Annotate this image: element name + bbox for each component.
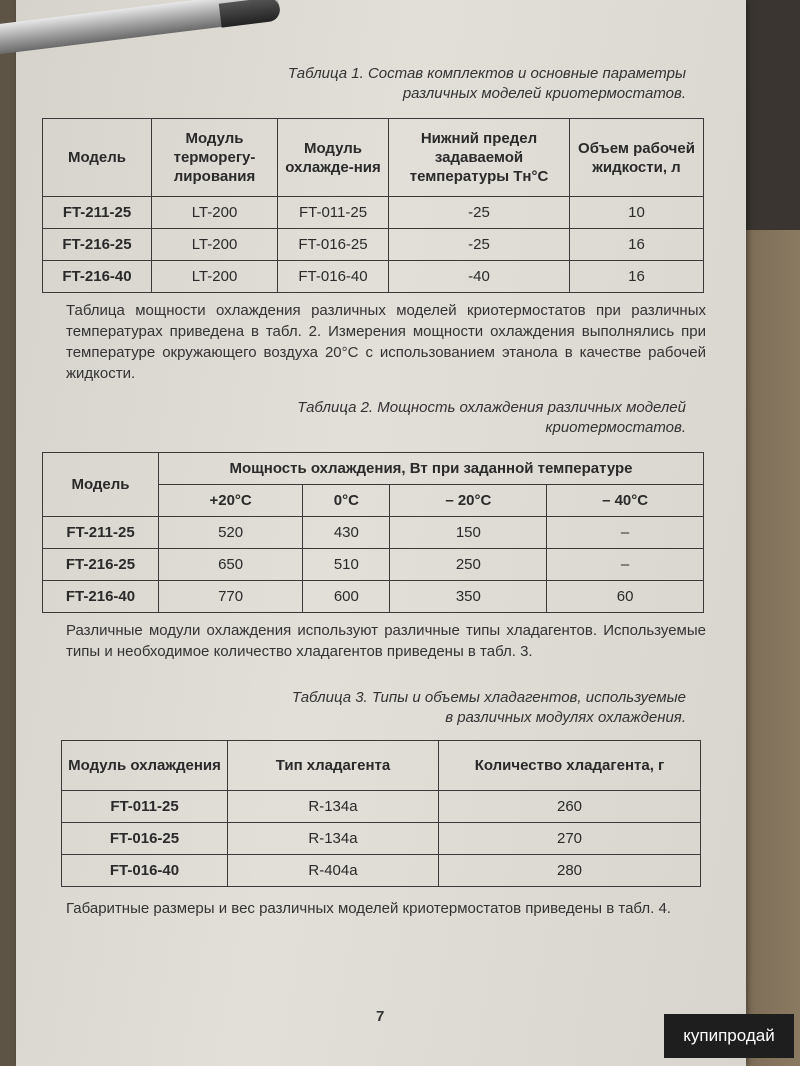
table1-cell: -25 — [389, 229, 570, 261]
table2-cell: 650 — [159, 549, 303, 581]
table1-cell: FT-216-25 — [43, 229, 152, 261]
table2-cell: 250 — [390, 549, 547, 581]
table3-caption-line1: Таблица 3. Типы и объемы хладагентов, используемые — [291, 689, 686, 706]
table1-cell: -40 — [389, 261, 570, 293]
table3-caption — [292, 688, 686, 728]
table2 — [42, 452, 704, 613]
table1-cell: FT-211-25 — [43, 197, 152, 229]
table1-cell: 16 — [570, 261, 704, 293]
table2-cell: 510 — [303, 549, 390, 581]
table1-cell: FT-011-25 — [278, 197, 389, 229]
table3-header: Тип хладагента — [228, 741, 439, 791]
table1-header: Модель — [43, 119, 152, 197]
table1-cell: FT-216-40 — [43, 261, 152, 293]
paragraph-3: Габаритные размеры и вес различных моделей криотермостатов приведены в табл. 4. — [66, 900, 671, 917]
table3 — [61, 740, 701, 887]
table-row — [43, 517, 704, 549]
table2-cell: FT-216-40 — [43, 581, 159, 613]
table2-cell: 60 — [547, 581, 704, 613]
table-row — [43, 581, 704, 613]
table1-caption — [288, 64, 686, 104]
document-page — [16, 0, 746, 1066]
table3-cell: R-134a — [228, 791, 439, 823]
table2-cell: FT-216-25 — [43, 549, 159, 581]
table1-header: Модуль охлажде-ния — [278, 119, 389, 197]
table2-caption-line1: Таблица 2. Мощность охлаждения различных моделей — [297, 399, 686, 416]
table2-cell: – — [547, 549, 704, 581]
table1-cell: 10 — [570, 197, 704, 229]
table3-cell: 280 — [439, 855, 701, 887]
table1-cell: LT-200 — [152, 197, 278, 229]
table2-temp-header: – 20°С — [390, 485, 547, 517]
table3-cell: 260 — [439, 791, 701, 823]
table2-cell: 770 — [159, 581, 303, 613]
table-row — [43, 197, 704, 229]
paragraph-2: Различные модули охлаждения используют различные типы хладагентов. Используемые типы и необходимое количество хладагентов приведены в табл. 3. — [66, 622, 706, 660]
table1-cell: LT-200 — [152, 261, 278, 293]
table2-temp-header: – 40°С — [547, 485, 704, 517]
table-row — [62, 823, 701, 855]
table-row — [43, 549, 704, 581]
table3-header: Количество хладагента, г — [439, 741, 701, 791]
table1-header: Модуль терморегу-лирования — [152, 119, 278, 197]
table1-caption-line2: различных моделей криотермостатов. — [402, 85, 686, 102]
page-number: 7 — [376, 1008, 385, 1025]
table-row — [43, 261, 704, 293]
table1-cell: LT-200 — [152, 229, 278, 261]
table2-cell: 600 — [303, 581, 390, 613]
table2-cell: 150 — [390, 517, 547, 549]
table1-caption-line1: Таблица 1. Состав комплектов и основные параметры — [287, 65, 686, 82]
table1-cell: 16 — [570, 229, 704, 261]
table3-cell: FT-016-25 — [62, 823, 228, 855]
table2-cell: 430 — [303, 517, 390, 549]
table-row — [62, 855, 701, 887]
table2-temp-header: 0°С — [303, 485, 390, 517]
table1 — [42, 118, 704, 293]
table2-temp-header: +20°С — [159, 485, 303, 517]
table2-cell: FT-211-25 — [43, 517, 159, 549]
table1-cell: -25 — [389, 197, 570, 229]
table2-cell: 520 — [159, 517, 303, 549]
table2-cell: 350 — [390, 581, 547, 613]
table3-cell: FT-011-25 — [62, 791, 228, 823]
watermark-logo: купипродай — [664, 1014, 794, 1058]
paragraph-1: Таблица мощности охлаждения различных моделей криотермостатов при различных температурах приведена в табл. 2. Измерения мощности охлаждения выполнялись при температуре окружающего воздуха 20°С с использованием этанола в качестве рабочей жидкости. — [66, 302, 706, 382]
table2-caption-line2: криотермостатов. — [545, 419, 686, 436]
table-row — [62, 791, 701, 823]
table3-cell: R-404a — [228, 855, 439, 887]
table-row — [43, 229, 704, 261]
table3-cell: FT-016-40 — [62, 855, 228, 887]
table1-cell: FT-016-40 — [278, 261, 389, 293]
table2-caption — [297, 398, 686, 438]
table1-header: Нижний предел задаваемой температуры Тн°С — [389, 119, 570, 197]
table1-header: Объем рабочей жидкости, л — [570, 119, 704, 197]
table3-header: Модуль охлаждения — [62, 741, 228, 791]
table3-caption-line2: в различных модулях охлаждения. — [445, 709, 686, 726]
table2-header-model: Модель — [43, 453, 159, 517]
table3-cell: R-134a — [228, 823, 439, 855]
table2-cell: – — [547, 517, 704, 549]
table3-cell: 270 — [439, 823, 701, 855]
table1-cell: FT-016-25 — [278, 229, 389, 261]
table2-header-group: Мощность охлаждения, Вт при заданной температуре — [159, 453, 704, 485]
